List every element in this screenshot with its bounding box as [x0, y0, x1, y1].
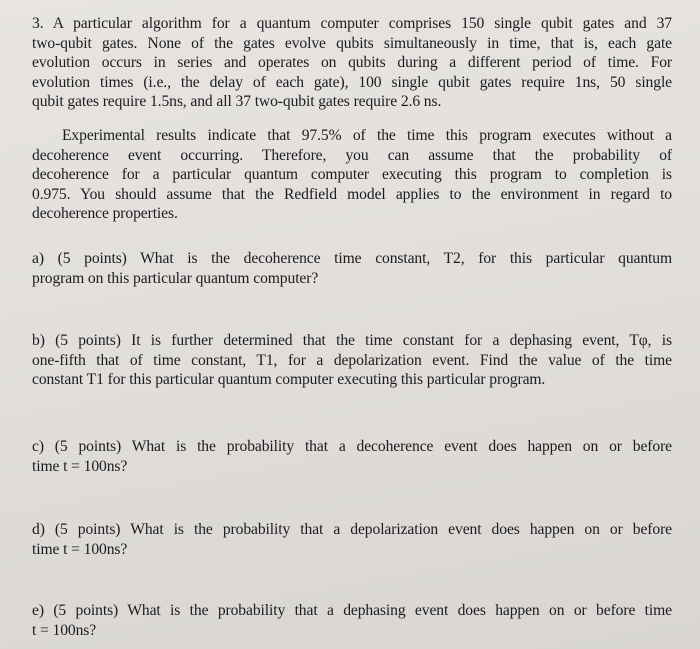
question-line: constant T1 for this particular quantum computer executing this particular program.: [32, 371, 546, 388]
question-line: one-fifth that of time constant, T1, for a depolarization event. Find the value of the time: [32, 351, 672, 369]
intro-line: evolution occurs in series and operates on qubits during a different period of time. For: [32, 54, 672, 71]
question-line: c) (5 points) What is the probability that a decoherence event does happen on or before: [32, 438, 672, 455]
question-line: time t = 100ns?: [32, 457, 128, 475]
paragraph-line: 0.975. You should assume that the Redfield model applies to the environment in regard to: [32, 185, 672, 203]
question-line: time t = 100ns?: [32, 540, 128, 558]
intro-line: evolution times (i.e., the delay of each gate), 100 single qubit gates require 1ns, 50 single: [32, 73, 672, 91]
paragraph-line: decoherence properties.: [32, 205, 178, 222]
paragraph-line: decoherence event occurring. Therefore, you can assume that the probability of: [32, 146, 672, 164]
paragraph-line: Experimental results indicate that 97.5% of the time this program executes without a: [62, 127, 672, 144]
question-c: [32, 437, 672, 476]
intro-line: two-qubit gates. None of the gates evolve qubits simultaneously in time, that is, each gate: [32, 34, 672, 52]
question-d: [32, 520, 672, 559]
question-line: d) (5 points) What is the probability that a depolarization event does happen on or before: [32, 521, 672, 538]
question-line: e) (5 points) What is the probability that a dephasing event does happen on or before time: [32, 602, 672, 619]
paragraph-line: decoherence for a particular quantum computer executing this program to completion is: [32, 166, 672, 183]
experimental-results-paragraph: [32, 126, 672, 224]
question-e: [32, 601, 672, 640]
question-b: [32, 331, 672, 390]
problem-intro: [32, 14, 672, 112]
intro-line: qubit gates require 1.5ns, and all 37 two-qubit gates require 2.6 ns.: [32, 93, 442, 110]
question-a: [32, 249, 672, 288]
question-line: a) (5 points) What is the decoherence time constant, T2, for this particular quantum: [32, 250, 672, 267]
question-line: program on this particular quantum computer?: [32, 269, 319, 287]
intro-line: 3. A particular algorithm for a quantum computer comprises 150 single qubit gates and 37: [32, 15, 672, 32]
question-line: t = 100ns?: [32, 621, 97, 639]
question-line: b) (5 points) It is further determined that the time constant for a dephasing event, Tφ, is: [32, 332, 672, 349]
